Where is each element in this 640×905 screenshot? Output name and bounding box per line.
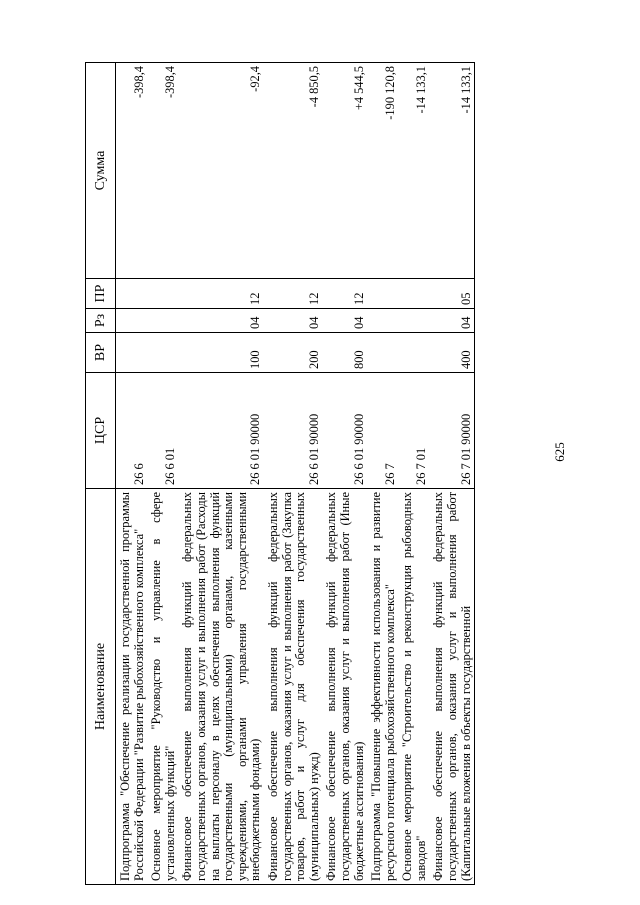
row-name: Финансовое обеспечение выполнения функций федеральных государственных органов, оказания услуг и выполнения работ (Иные бюджетные ассигнования)	[322, 489, 367, 885]
row-csr: 26 6 01	[147, 373, 178, 489]
row-sum: +4 544,5	[322, 63, 367, 279]
row-csr: 26 7 01	[398, 373, 429, 489]
table-row	[147, 63, 178, 885]
row-name: Подпрограмма "Обеспечение реализации государственной программы Российской Федерации "Развитие рыбохозяйственного комплекса"	[116, 489, 148, 885]
row-vr: 800	[322, 333, 367, 373]
table-row	[178, 63, 264, 885]
table-row	[429, 63, 474, 885]
rotated-page-content	[85, 63, 555, 885]
row-vr: 100	[178, 333, 264, 373]
row-sum: -190 120,8	[367, 63, 398, 279]
row-csr: 26 6 01 90000	[178, 373, 264, 489]
row-sum: -92,4	[178, 63, 264, 279]
row-pr	[398, 279, 429, 309]
header-rz: Рз	[86, 309, 116, 333]
row-sum: -398,4	[116, 63, 148, 279]
row-rz	[147, 309, 178, 333]
row-name: Финансовое обеспечение выполнения функций федеральных государственных органов, оказания услуг и выполнения работ (Расходы на выплаты персоналу в целях обеспечения выполнения функций государственными (муниципальными) органами, казенными учреждениями, органами управления государственными внебюджетными фондами)	[178, 489, 264, 885]
row-name: Подпрограмма "Повышение эффективности использования и развитие ресурсного потенциала рыбохозяйственного комплекса"	[367, 489, 398, 885]
row-sum: -14 133,1	[429, 63, 474, 279]
row-csr: 26 6 01 90000	[322, 373, 367, 489]
row-pr	[116, 279, 148, 309]
table-row	[367, 63, 398, 885]
header-name: Наименование	[86, 489, 116, 885]
table-header-row	[86, 63, 116, 885]
table-row	[398, 63, 429, 885]
row-pr: 05	[429, 279, 474, 309]
header-vr: ВР	[86, 333, 116, 373]
row-rz: 04	[178, 309, 264, 333]
row-pr: 12	[264, 279, 322, 309]
table-row	[322, 63, 367, 885]
row-pr: 12	[322, 279, 367, 309]
row-sum: -4 850,5	[264, 63, 322, 279]
row-sum: -398,4	[147, 63, 178, 279]
row-rz: 04	[322, 309, 367, 333]
row-rz	[367, 309, 398, 333]
row-pr	[367, 279, 398, 309]
row-vr	[116, 333, 148, 373]
row-pr: 12	[178, 279, 264, 309]
row-vr	[398, 333, 429, 373]
row-rz: 04	[429, 309, 474, 333]
row-csr: 26 6	[116, 373, 148, 489]
row-name: Основное мероприятие "Руководство и управление в сфере установленных функций"	[147, 489, 178, 885]
budget-table	[85, 62, 475, 885]
row-name: Основное мероприятие "Строительство и реконструкция рыбоводных заводов"	[398, 489, 429, 885]
row-vr: 400	[429, 333, 474, 373]
row-vr	[367, 333, 398, 373]
page-number: 625	[552, 442, 567, 462]
table-row	[264, 63, 322, 885]
row-name: Финансовое обеспечение выполнения функций федеральных государственных органов, оказания услуг и выполнения работ (Закупка товаров, работ и услуг для обеспечения государственных (муниципальных) нужд)	[264, 489, 322, 885]
header-sum: Сумма	[86, 63, 116, 279]
row-csr: 26 7 01 90000	[429, 373, 474, 489]
row-csr: 26 7	[367, 373, 398, 489]
table-row	[116, 63, 148, 885]
row-csr: 26 6 01 90000	[264, 373, 322, 489]
row-pr	[147, 279, 178, 309]
row-vr: 200	[264, 333, 322, 373]
row-rz: 04	[264, 309, 322, 333]
header-pr: ПР	[86, 279, 116, 309]
row-rz	[116, 309, 148, 333]
row-vr	[147, 333, 178, 373]
row-rz	[398, 309, 429, 333]
header-csr: ЦСР	[86, 373, 116, 489]
row-sum: -14 133,1	[398, 63, 429, 279]
row-name: Финансовое обеспечение выполнения функций федеральных государственных органов, оказания услуг и выполнения работ (Капитальные вложения в объекты государственной	[429, 489, 474, 885]
